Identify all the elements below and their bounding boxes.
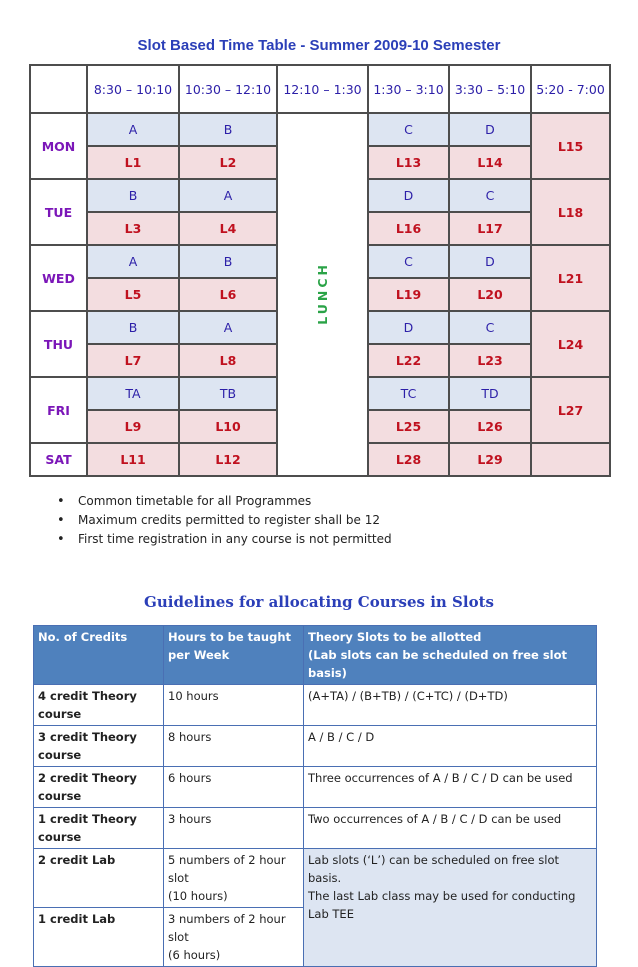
theory-slot: C bbox=[368, 113, 449, 146]
lab-slot: L28 bbox=[368, 443, 449, 476]
lab-slot: L9 bbox=[87, 410, 179, 443]
timetable bbox=[29, 64, 611, 477]
credits-cell: 3 credit Theory course bbox=[34, 726, 164, 767]
day-label: FRI bbox=[30, 377, 87, 443]
theory-slot: D bbox=[368, 179, 449, 212]
slots-cell: Two occurrences of A / B / C / D can be used bbox=[304, 808, 597, 849]
time-header: 8:30 – 10:10 bbox=[87, 65, 179, 113]
theory-slot: A bbox=[179, 179, 277, 212]
credits-cell: 1 credit Lab bbox=[34, 908, 164, 967]
slots-cell: (A+TA) / (B+TB) / (C+TC) / (D+TD) bbox=[304, 685, 597, 726]
hours-cell: 3 numbers of 2 hour slot (6 hours) bbox=[164, 908, 304, 967]
theory-slot: C bbox=[449, 179, 531, 212]
lab-slot: L10 bbox=[179, 410, 277, 443]
evening-lab-slot: L27 bbox=[531, 377, 610, 443]
evening-lab-slot: L24 bbox=[531, 311, 610, 377]
guidelines-row bbox=[34, 808, 597, 849]
lab-slot: L1 bbox=[87, 146, 179, 179]
day-label: THU bbox=[30, 311, 87, 377]
lab-slot: L6 bbox=[179, 278, 277, 311]
theory-slot: B bbox=[179, 245, 277, 278]
theory-slot: TA bbox=[87, 377, 179, 410]
day-label: TUE bbox=[30, 179, 87, 245]
lab-slot: L12 bbox=[179, 443, 277, 476]
day-label: SAT bbox=[30, 443, 87, 476]
lab-slot: L11 bbox=[87, 443, 179, 476]
theory-slot: D bbox=[368, 311, 449, 344]
day-label: MON bbox=[30, 113, 87, 179]
guidelines-header: Hours to be taught per Week bbox=[164, 626, 304, 685]
lab-slot: L2 bbox=[179, 146, 277, 179]
theory-slot: TB bbox=[179, 377, 277, 410]
lunch-label: LUNCH bbox=[315, 261, 330, 325]
notes-list bbox=[50, 492, 392, 549]
theory-slot: A bbox=[179, 311, 277, 344]
theory-slot: C bbox=[449, 311, 531, 344]
lab-slot: L29 bbox=[449, 443, 531, 476]
theory-slot: A bbox=[87, 245, 179, 278]
page-title: Slot Based Time Table - Summer 2009-10 Semester bbox=[137, 37, 501, 54]
theory-slot: D bbox=[449, 113, 531, 146]
hours-cell: 6 hours bbox=[164, 767, 304, 808]
lab-slot: L14 bbox=[449, 146, 531, 179]
timetable-header-row bbox=[30, 65, 610, 113]
note-item: • First time registration in any course is not permitted bbox=[78, 530, 392, 549]
lab-slot: L19 bbox=[368, 278, 449, 311]
lab-slot: L17 bbox=[449, 212, 531, 245]
guidelines-row bbox=[34, 767, 597, 808]
corner-cell bbox=[30, 65, 87, 113]
lab-note-cell: Lab slots (‘L’) can be scheduled on free slot basis. The last Lab class may be used for conducting Lab TEE bbox=[304, 849, 597, 967]
credits-cell: 4 credit Theory course bbox=[34, 685, 164, 726]
guidelines-header: No. of Credits bbox=[34, 626, 164, 685]
theory-slot: C bbox=[368, 245, 449, 278]
time-header: 10:30 – 12:10 bbox=[179, 65, 277, 113]
lab-slot: L22 bbox=[368, 344, 449, 377]
guidelines-row bbox=[34, 849, 597, 908]
theory-slot: D bbox=[449, 245, 531, 278]
lab-slot: L25 bbox=[368, 410, 449, 443]
lab-slot: L20 bbox=[449, 278, 531, 311]
lab-slot: L3 bbox=[87, 212, 179, 245]
guidelines-header-row bbox=[34, 626, 597, 685]
theory-slot: B bbox=[87, 311, 179, 344]
hours-cell: 8 hours bbox=[164, 726, 304, 767]
hours-cell: 3 hours bbox=[164, 808, 304, 849]
hours-cell: 10 hours bbox=[164, 685, 304, 726]
evening-lab-slot: L15 bbox=[531, 113, 610, 179]
lab-slot: L26 bbox=[449, 410, 531, 443]
note-item: • Maximum credits permitted to register shall be 12 bbox=[78, 511, 392, 530]
time-header: 12:10 – 1:30 bbox=[277, 65, 368, 113]
lunch-cell bbox=[277, 113, 368, 476]
time-header: 1:30 – 3:10 bbox=[368, 65, 449, 113]
evening-lab-slot: L21 bbox=[531, 245, 610, 311]
theory-slot: A bbox=[87, 113, 179, 146]
guidelines-header: Theory Slots to be allotted (Lab slots can be scheduled on free slot basis) bbox=[304, 626, 597, 685]
time-header: 5:20 - 7:00 bbox=[531, 65, 610, 113]
note-item: • Common timetable for all Programmes bbox=[78, 492, 392, 511]
day-label: WED bbox=[30, 245, 87, 311]
lab-slot: L4 bbox=[179, 212, 277, 245]
lab-slot: L16 bbox=[368, 212, 449, 245]
time-header: 3:30 – 5:10 bbox=[449, 65, 531, 113]
credits-cell: 1 credit Theory course bbox=[34, 808, 164, 849]
timetable-row bbox=[30, 113, 610, 146]
guidelines-row bbox=[34, 726, 597, 767]
credits-cell: 2 credit Theory course bbox=[34, 767, 164, 808]
hours-cell: 5 numbers of 2 hour slot (10 hours) bbox=[164, 849, 304, 908]
slots-cell: Three occurrences of A / B / C / D can be used bbox=[304, 767, 597, 808]
credits-cell: 2 credit Lab bbox=[34, 849, 164, 908]
lab-slot: L5 bbox=[87, 278, 179, 311]
lab-slot: L8 bbox=[179, 344, 277, 377]
guidelines-table bbox=[33, 625, 597, 967]
evening-lab-slot: L18 bbox=[531, 179, 610, 245]
theory-slot: B bbox=[179, 113, 277, 146]
theory-slot: TC bbox=[368, 377, 449, 410]
theory-slot: TD bbox=[449, 377, 531, 410]
theory-slot: B bbox=[87, 179, 179, 212]
slots-cell: A / B / C / D bbox=[304, 726, 597, 767]
lab-slot: L7 bbox=[87, 344, 179, 377]
lab-slot: L23 bbox=[449, 344, 531, 377]
lab-slot: L13 bbox=[368, 146, 449, 179]
empty-lab-slot bbox=[531, 443, 610, 476]
guidelines-row bbox=[34, 685, 597, 726]
guidelines-title: Guidelines for allocating Courses in Slots bbox=[144, 593, 494, 611]
